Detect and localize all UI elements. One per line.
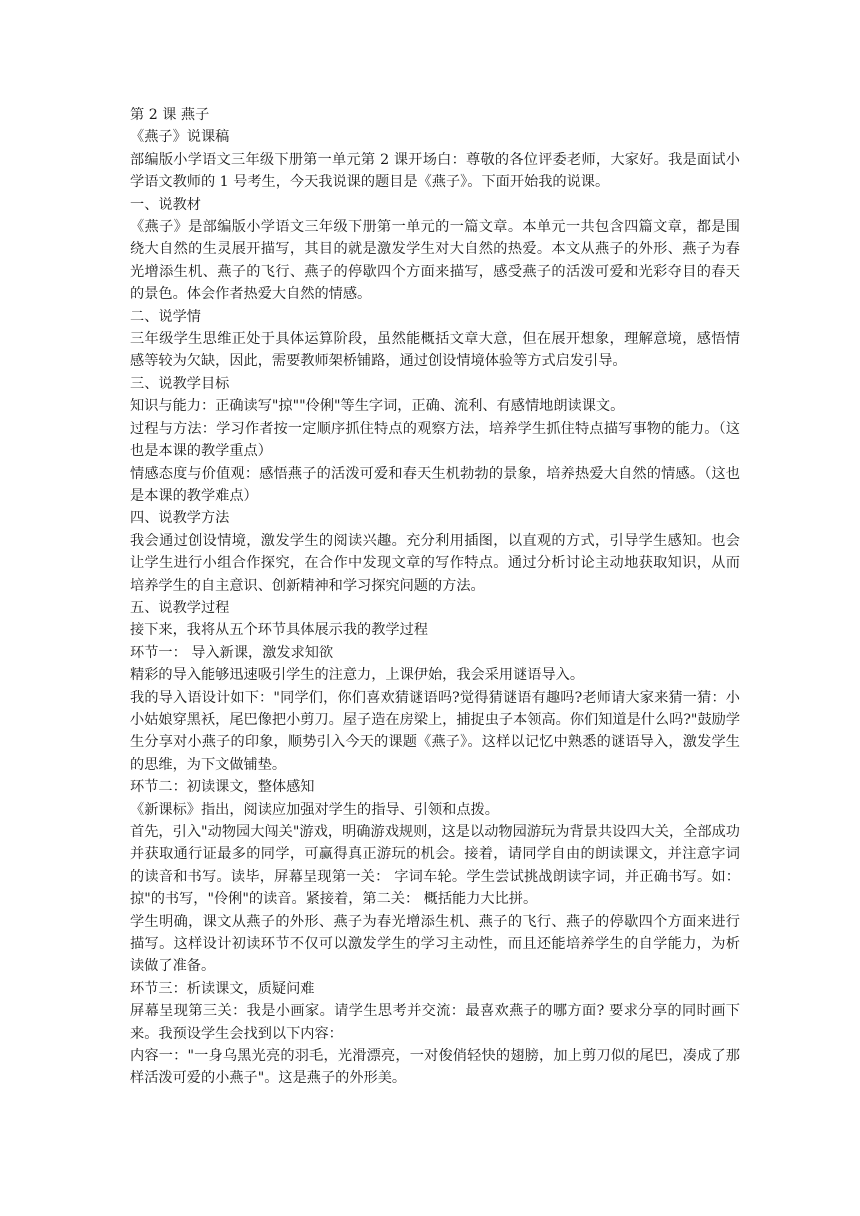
step-one-heading: 环节一： 导入新课，激发求知欲 — [130, 644, 334, 661]
section-heading-textbook: 一、说教材 — [130, 196, 201, 213]
objective-knowledge: 知识与能力：正确读写"掠""伶俐"等生字词，正确、流利、有感情地朗读课文。 — [130, 398, 625, 415]
document-title: 《燕子》说课稿 — [130, 129, 230, 146]
step-one-riddle: 我的导入语设计如下："同学们，你们喜欢猜谜语吗?觉得猜谜语有趣吗?老师请大家来猜一猜：小小姑娘穿黑袄，尾巴像把小剪刀。屋子造在房梁上，捕捉虫子本领高。你们知道是什么吗?"鼓励学生分享对小燕子的印象，顺势引入今天的课题《燕子》。这样以记忆中熟悉的谜语导入，激发学生的思维，为下文做铺垫。 — [130, 689, 741, 773]
section-heading-process: 五、说教学过程 — [130, 599, 230, 616]
section-heading-objectives: 三、说教学目标 — [130, 375, 230, 392]
methods-paragraph: 我会通过创设情境，激发学生的阅读兴趣。充分利用插图，以直观的方式，引导学生感知。也会让学生进行小组合作探究，在合作中发现文章的写作特点。通过分析讨论主动地获取知识，从而培养学生的自主意识、创新精神和学习探究问题的方法。 — [130, 532, 740, 594]
objective-process: 过程与方法：学习作者按一定顺序抓住特点的观察方法，培养学生抓住特点描写事物的能力。（这也是本课的教学重点） — [130, 420, 740, 460]
step-two-game: 首先，引入"动物园大闯关"游戏，明确游戏规则，这是以动物园游玩为背景共设四大关，全部成功并获取通行证最多的同学，可赢得真正游玩的机会。接着，请同学自由的朗读课文，并注意字词的读音和书写。读毕，屏幕呈现第一关： 字词车轮。学生尝试挑战朗读字词，并正确书写。如：掠"的书写，"伶俐"的读音。紧接着，第二关： 概括能力大比拼。 — [130, 824, 740, 908]
step-two-heading: 环节二：初读课文，整体感知 — [130, 779, 315, 796]
intro-paragraph: 部编版小学语文三年级下册第一单元第 2 课开场白：尊敬的各位评委老师，大家好。我是面试小学语文教师的 1 号考生，今天我说课的题目是《燕子》。下面开始我的说课。 — [130, 151, 740, 191]
document-page — [130, 104, 740, 1090]
lesson-title: 第 2 课 燕子 — [130, 107, 210, 123]
step-two-summary: 学生明确，课文从燕子的外形、燕子为春光增添生机、燕子的飞行、燕子的停歇四个方面来进行描写。这样设计初读环节不仅可以激发学生的学习主动性，而且还能培养学生的自学能力，为析读做了准备。 — [130, 913, 740, 975]
process-intro: 接下来，我将从五个环节具体展示我的教学过程 — [130, 622, 428, 639]
section-heading-students: 二、说学情 — [130, 308, 201, 325]
objective-emotion: 情感态度与价值观：感悟燕子的活泼可爱和春天生机勃勃的景象，培养热爱大自然的情感。（这也是本课的教学难点） — [130, 465, 740, 504]
textbook-paragraph: 《燕子》是部编版小学语文三年级下册第一单元的一篇文章。本单元一共包含四篇文章，都是围绕大自然的生灵展开描写，其目的就是激发学生对大自然的热爱。本文从燕子的外形、燕子为春光增添生机、燕子的飞行、燕子的停歇四个方面来描写，感受燕子的活泼可爱和光彩夺目的春天的景色。体会作者热爱大自然的情感。 — [130, 219, 740, 303]
step-three-content-one: 内容一："一身乌黑光亮的羽毛，光滑漂亮，一对俊俏轻快的翅膀，加上剪刀似的尾巴，凑成了那样活泼可爱的小燕子"。这是燕子的外形美。 — [130, 1048, 740, 1087]
step-three-heading: 环节三：析读课文，质疑问难 — [130, 980, 315, 997]
section-heading-methods: 四、说教学方法 — [130, 510, 230, 527]
step-three-task: 屏幕呈现第三关：我是小画家。请学生思考并交流：最喜欢燕子的哪方面? 要求分享的同时画下来。我预设学生会找到以下内容： — [130, 1003, 740, 1042]
step-two-standard: 《新课标》指出，阅读应加强对学生的指导、引领和点拨。 — [130, 801, 499, 818]
step-one-paragraph: 精彩的导入能够迅速吸引学生的注意力，上课伊始，我会采用谜语导入。 — [130, 667, 585, 684]
students-paragraph: 三年级学生思维正处于具体运算阶段，虽然能概括文章大意，但在展开想象，理解意境，感悟情感等较为欠缺，因此，需要教师架桥铺路，通过创设情境体验等方式启发引导。 — [130, 331, 740, 370]
